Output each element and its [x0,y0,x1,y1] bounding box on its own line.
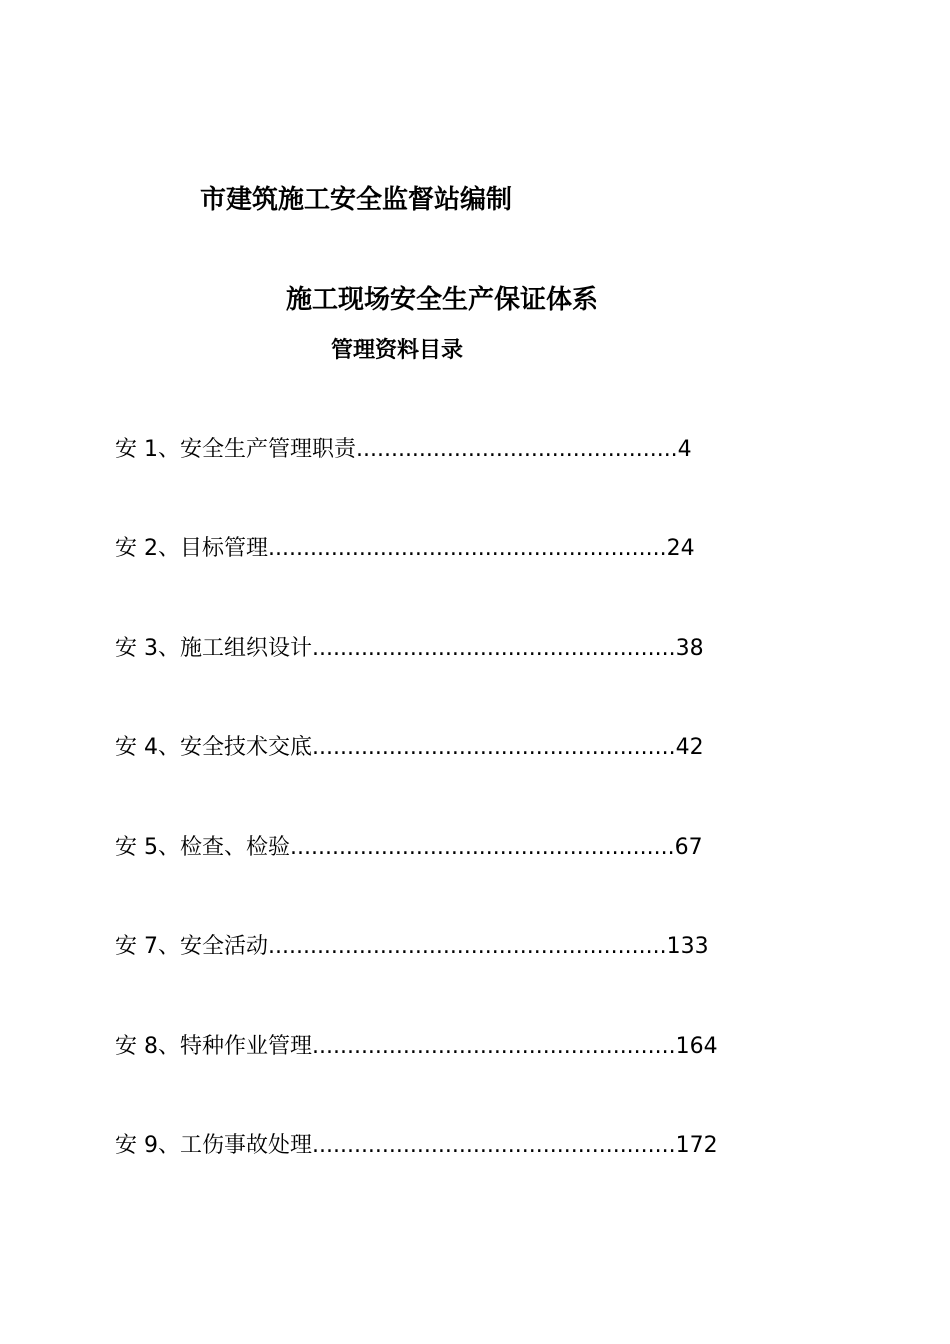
document-title: 施工现场安全生产保证体系 [286,285,599,315]
toc-entry: 安 9、工伤事故处理....................................................172 [115,1133,718,1158]
toc-entry: 安 2、目标管理.........................................................24 [115,536,695,561]
document-subtitle: 管理资料目录 [331,338,464,363]
toc-entry: 安 1、安全生产管理职责..............................................4 [115,437,692,462]
toc-entry: 安 8、特种作业管理....................................................164 [115,1034,718,1059]
toc-entry: 安 4、安全技术交底....................................................42 [115,735,704,760]
toc-entry: 安 7、安全活动.........................................................133 [115,934,709,959]
toc-entry: 安 5、检查、检验.......................................................67 [115,835,703,860]
toc-entry: 安 3、施工组织设计....................................................38 [115,636,704,661]
issuer-line: 市建筑施工安全监督站编制 [200,185,513,215]
